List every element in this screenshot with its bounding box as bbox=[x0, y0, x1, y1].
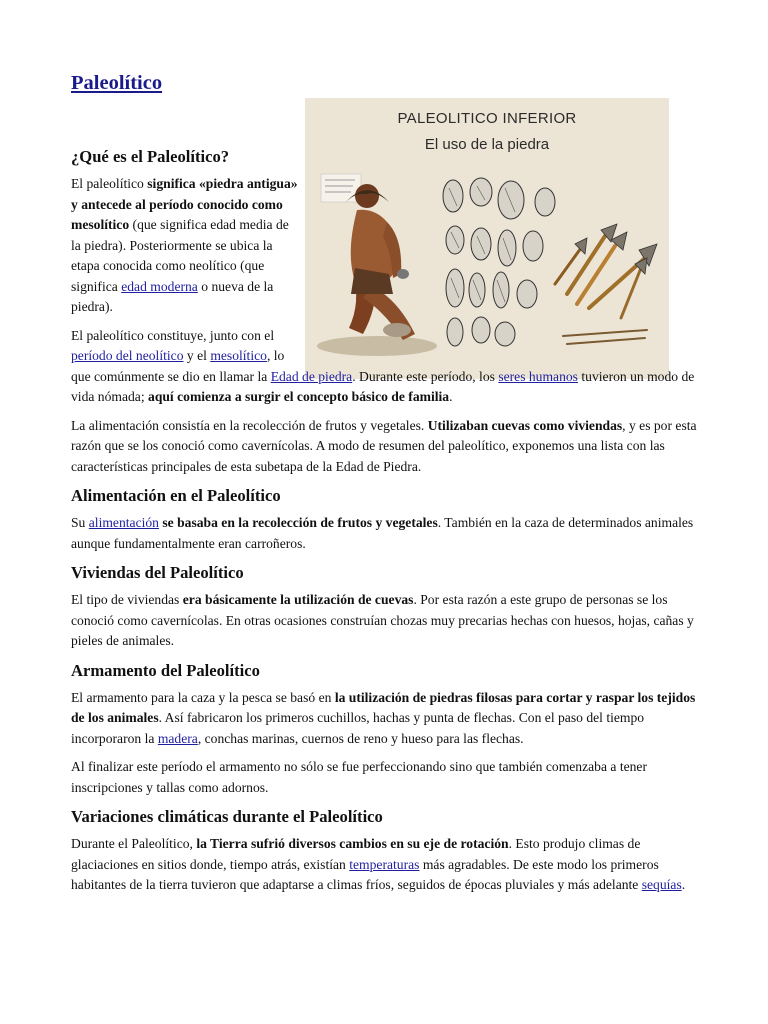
heading-que-es: ¿Qué es el Paleolítico? bbox=[71, 147, 230, 166]
text: . bbox=[449, 389, 453, 404]
bold-text: la utilización de piedras filosas para cortar y raspar los tejidos de los animales bbox=[71, 689, 696, 725]
paragraph-armamento bbox=[71, 688, 701, 750]
paragraph-alimentacion bbox=[71, 513, 701, 554]
link-temperaturas[interactable]: temperaturas bbox=[349, 856, 420, 872]
heading-armamento: Armamento del Paleolítico bbox=[71, 660, 260, 680]
text: . También en la caza de determinados animales aunque fundamentalmente eran carroñeros. bbox=[71, 515, 694, 551]
bold-text: se basaba en la recolección de frutos y vegetales bbox=[162, 515, 438, 530]
heading-variaciones-climaticas: Variaciones climáticas durante el Paleolítico bbox=[71, 807, 383, 826]
figure-title-line1: PALEOLITICO INFERIOR bbox=[397, 110, 577, 127]
link-edad-moderna[interactable]: edad moderna bbox=[121, 278, 198, 294]
text: El paleolítico bbox=[71, 176, 148, 191]
link-madera[interactable]: madera bbox=[157, 730, 198, 746]
bold-text: la Tierra sufrió diversos cambios en su eje de rotación bbox=[196, 836, 509, 851]
link-edad-de-piedra[interactable]: Edad de piedra bbox=[270, 368, 353, 384]
text: , lo que comúnmente se dio en llamar la bbox=[71, 348, 285, 384]
text: (que significa edad media de la piedra). Posteriormente se ubica la etapa conocida como neolítico (que significa bbox=[71, 217, 289, 294]
paragraph-edad-piedra bbox=[71, 326, 701, 408]
link-periodo-neolitico[interactable]: período del neolítico bbox=[71, 348, 184, 363]
paragraph-clima bbox=[71, 834, 701, 896]
paragraph-viviendas bbox=[71, 590, 701, 652]
text: . Por esta razón a este grupo de personas se los conoció como cavernícolas. En otras ocasiones construían chozas muy precarias hechas con huesos, hojas, cañas y pieles de animales. bbox=[71, 592, 694, 648]
paragraph-resumen bbox=[71, 416, 701, 478]
page-title bbox=[71, 72, 162, 95]
heading-viviendas: Viviendas del Paleolítico bbox=[71, 563, 244, 582]
text: Al finalizar este período el armamento no sólo se fue perfeccionando sino que también comenzaba a tener inscripciones y tallas como adornos. bbox=[71, 759, 647, 795]
text: El tipo de viviendas bbox=[71, 592, 183, 607]
text: Su bbox=[71, 515, 89, 530]
bold-text: significa «piedra antigua» y antecede al período conocido como mesolítico bbox=[71, 176, 298, 232]
paragraph-armamento-final bbox=[71, 757, 701, 798]
text: más agradables. De este modo los primeros habitantes de la tierra tuvieron que adaptarse a climas fríos, seguidos de épocas pluviales y más adelante bbox=[71, 856, 659, 892]
bold-text: aquí comienza a surgir el concepto básico de familia bbox=[148, 389, 450, 404]
text: . bbox=[681, 877, 686, 892]
figure-title-line2: El uso de la piedra bbox=[424, 136, 550, 153]
link-mesolitico[interactable]: mesolítico bbox=[210, 348, 267, 363]
link-alimentacion[interactable]: alimentación bbox=[88, 515, 159, 530]
text: El armamento para la caza y la pesca se basó en bbox=[71, 689, 335, 705]
text: Durante el Paleolítico, bbox=[71, 836, 197, 851]
article-body bbox=[71, 146, 701, 904]
text: tuvieron un modo de vida nómada; bbox=[71, 368, 695, 404]
heading-alimentacion: Alimentación en el Paleolítico bbox=[71, 486, 281, 505]
text: El paleolítico constituye, junto con el bbox=[71, 327, 275, 343]
text: , conchas marinas, cuernos de reno y hueso para las flechas. bbox=[197, 730, 524, 746]
paragraph-definition bbox=[71, 174, 299, 318]
link-seres-humanos[interactable]: seres humanos bbox=[498, 368, 578, 384]
text: . Durante este período, los bbox=[352, 368, 499, 384]
text: La alimentación consistía en la recolección de frutos y vegetales. bbox=[71, 417, 428, 433]
text: . Así fabricaron los primeros cuchillos, hachas y punta de flechas. Con el paso del tiempo incorporaron la bbox=[71, 710, 645, 746]
bold-text: Utilizaban cuevas como viviendas bbox=[427, 417, 623, 433]
bold-text: era básicamente la utilización de cuevas bbox=[182, 592, 414, 607]
page-title-link[interactable]: Paleolítico bbox=[71, 72, 163, 94]
text: . Esto produjo climas de glaciaciones en sitios donde, tiempo atrás, existían bbox=[71, 836, 641, 872]
text: , y es por esta razón que se los conoció como cavernícolas. A modo de resumen del paleolítico, exponemos una lista con las características principales de esta subetapa de la Edad de Piedra. bbox=[71, 417, 697, 474]
text: o nueva de la piedra). bbox=[71, 278, 274, 314]
text: y el bbox=[183, 348, 211, 363]
link-sequias[interactable]: sequías bbox=[641, 877, 682, 892]
